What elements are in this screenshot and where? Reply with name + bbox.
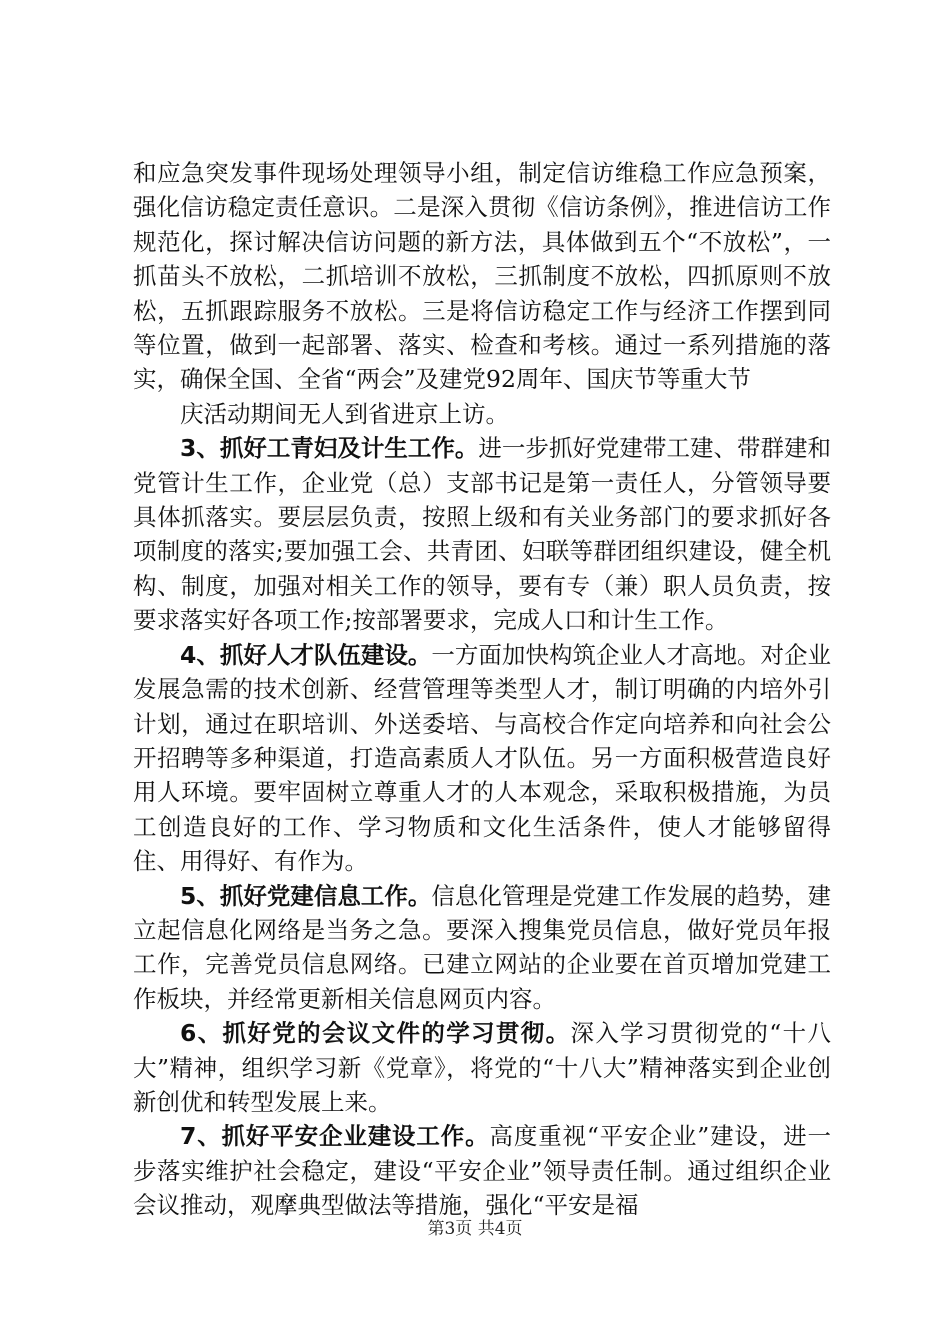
paragraph-4-text: 一方面加快构筑企业人才高地。对企业发展急需的技术创新、经营管理等类型人才，制订明确的内培外引计划，通过在职培训、外送委培、与高校合作定向培养和向社会公开招聘等多种渠道，打造高素质人才队伍。另一方面积极营造良好用人环境。要牢固树立尊重人才的人本观念，采取积极措施，为员工创造良好的工作、学习物质和文化生活条件，使人才能够留得住、用得好、有作为。 bbox=[133, 640, 832, 876]
paragraph-3-text: 进一步抓好党建带工建、带群建和党管计生工作，企业党（总）支部书记是第一责任人，分管领导要具体抓落实。要层层负责，按照上级和有关业务部门的要求抓好各项制度的落实;要加强工会、共青团、妇联等群团组织建设，健全机构、制度，加强对相关工作的领导，要有专（兼）职人员负责，按要求落实好各项工作;按部署要求，完成人口和计生工作。 bbox=[133, 434, 831, 635]
paragraph-2 bbox=[133, 397, 831, 431]
paragraph-4-heading: 4、抓好人才队伍建设。 bbox=[180, 640, 432, 669]
paragraph-7 bbox=[133, 1119, 831, 1222]
page-number-label: 第3页 共4页 bbox=[427, 1219, 523, 1239]
page-footer bbox=[0, 1218, 950, 1240]
paragraph-6-heading: 6、抓好党的会议文件的学习贯彻。 bbox=[180, 1019, 571, 1048]
paragraph-2-text: 庆活动期间无人到省进京上访。 bbox=[180, 399, 509, 428]
paragraph-5 bbox=[133, 879, 831, 1017]
paragraph-7-heading: 7、抓好平安企业建设工作。 bbox=[180, 1122, 490, 1151]
paragraph-1-text: 和应急突发事件现场处理领导小组，制定信访维稳工作应急预案，强化信访稳定责任意识。二是深入贯彻《信访条例》，推进信访工作规范化，探讨解决信访问题的新方法，具体做到五个“不放松”，一抓苗头不放松，二抓培训不放松，三抓制度不放松，四抓原则不放松，五抓跟踪服务不放松。三是将信访稳定工作与经济工作摆到同等位置，做到一起部署、落实、检查和考核。通过一系列措施的落实，确保全国、全省“两会”及建党92周年、国庆节等重大节 bbox=[133, 159, 831, 394]
paragraph-5-heading: 5、抓好党建信息工作。 bbox=[180, 881, 432, 910]
paragraph-6-text: 深入学习贯彻党的“十八大”精神，组织学习新《党章》，将党的“十八大”精神落实到企业创新创优和转型发展上来。 bbox=[133, 1019, 831, 1116]
paragraph-7-text: 高度重视“平安企业”建设，进一步落实维护社会稳定，建设“平安企业”领导责任制。通过组织企业会议推动，观摩典型做法等措施，强化“平安是福 bbox=[133, 1122, 831, 1220]
paragraph-3-heading: 3、抓好工青妇及计生工作。 bbox=[180, 434, 479, 463]
paragraph-6 bbox=[133, 1016, 831, 1119]
paragraph-5-text: 信息化管理是党建工作发展的趋势，建立起信息化网络是当务之急。要深入搜集党员信息，做好党员年报工作，完善党员信息网络。已建立网站的企业要在首页增加党建工作板块，并经常更新相关信息网页内容。 bbox=[133, 881, 832, 1013]
paragraph-3 bbox=[133, 431, 831, 637]
document-body bbox=[133, 156, 831, 1223]
paragraph-1 bbox=[133, 156, 831, 397]
paragraph-4 bbox=[133, 638, 831, 879]
